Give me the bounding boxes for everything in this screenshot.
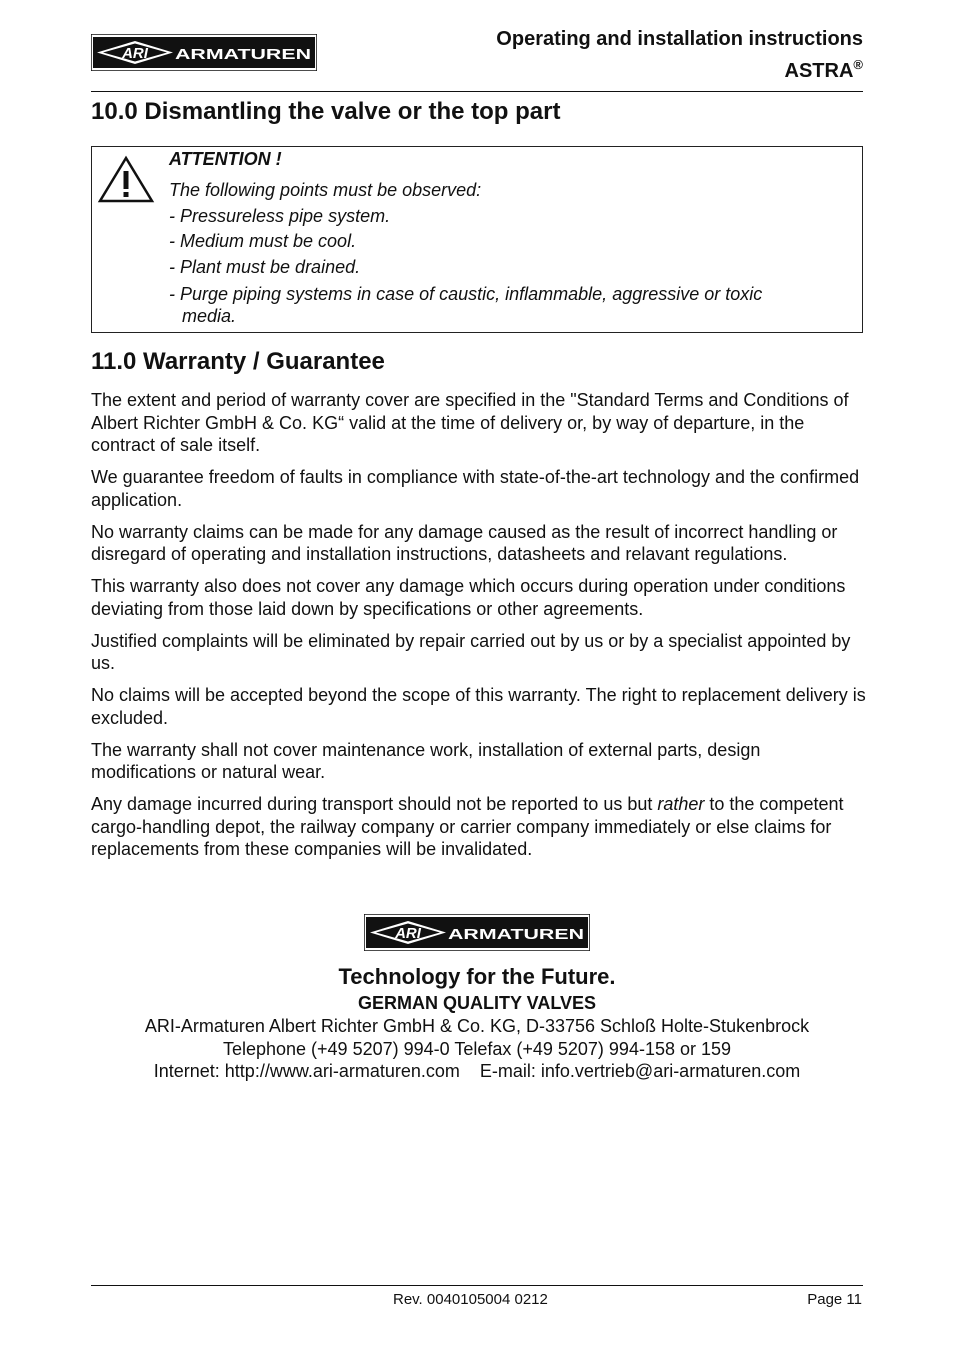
footer-rule: [91, 1285, 863, 1286]
attention-box: [91, 146, 863, 333]
svg-text:ARMATUREN: ARMATUREN: [448, 926, 584, 943]
attention-item: - Pressureless pipe system.: [169, 206, 391, 226]
warranty-paragraph: The warranty shall not cover maintenance work, installation of external parts, design modifications or natural wear.: [91, 739, 761, 782]
attention-intro: The following points must be observed:: [169, 180, 482, 200]
transport-text-italic: rather: [657, 794, 705, 814]
transport-text-end: to the competent cargo-handling depot, the railway company or carrier company immediately or else claims for replacements from these companies will be invalidated.: [91, 794, 844, 859]
svg-text:ARMATUREN: ARMATUREN: [175, 46, 311, 63]
attention-item: - Medium must be cool.: [169, 231, 357, 251]
registered-mark: ®: [853, 57, 863, 72]
warranty-paragraph-transport: [91, 793, 866, 861]
transport-text-start: Any damage incurred during transport should not be reported to us but: [91, 794, 658, 814]
warranty-paragraph: The extent and period of warranty cover are specified in the "Standard Terms and Conditions of Albert Richter GmbH & Co. KG“ valid at the time of delivery or, by way of departure, in the contract of sale itself.: [91, 390, 849, 455]
quality-slogan: GERMAN QUALITY VALVES: [357, 993, 597, 1013]
svg-text:ARI: ARI: [395, 925, 421, 942]
attention-item: - Plant must be drained.: [169, 257, 361, 277]
document-title: [496, 27, 863, 84]
warranty-paragraph: We guarantee freedom of faults in compliance with state-of-the-art technology and the confirmed application.: [91, 467, 860, 510]
header-rule: [91, 91, 863, 92]
warranty-paragraph: Justified complaints will be eliminated by repair carried out by us or by a specialist appointed by us.: [91, 630, 851, 673]
ari-armaturen-logo: [364, 914, 590, 951]
warranty-paragraph: No claims will be accepted beyond the scope of this warranty. The right to replacement delivery is excluded.: [91, 685, 866, 728]
attention-item-purge: [169, 283, 839, 327]
attention-item-line: media.: [182, 306, 237, 326]
warranty-paragraph: This warranty also does not cover any damage which occurs during operation under conditions deviating from those laid down by specifications or other agreements.: [91, 576, 846, 619]
attention-title: ATTENTION !: [169, 149, 282, 169]
tagline: Technology for the Future.: [338, 964, 616, 989]
section-heading-dismantling: 10.0 Dismantling the valve or the top part: [91, 98, 561, 125]
document-title-line2: [496, 52, 863, 84]
company-phone: Telephone (+49 5207) 994-0 Telefax (+49 5207) 994-158 or 159: [222, 1038, 732, 1059]
ari-armaturen-logo: [91, 34, 317, 71]
product-name: ASTRA: [784, 60, 854, 82]
section-heading-warranty: 11.0 Warranty / Guarantee: [91, 348, 385, 375]
company-contact: [0, 1015, 954, 1083]
warranty-text: [91, 389, 866, 870]
company-address: ARI-Armaturen Albert Richter GmbH & Co. KG, D-33756 Schloß Holte-Stukenbrock: [144, 1016, 810, 1036]
company-web-email: Internet: http://www.ari-armaturen.com E-mail: info.vertrieb@ari-armaturen.com: [153, 1061, 801, 1081]
page-number: Page 11: [807, 1291, 862, 1308]
warning-triangle-icon: [97, 155, 155, 205]
document-title-line1: Operating and installation instructions: [496, 28, 863, 50]
svg-text:ARI: ARI: [122, 45, 148, 62]
attention-item-line: - Purge piping systems in case of caustic, inflammable, aggressive or toxic: [169, 284, 763, 304]
revision-number: Rev. 0040105004 0212: [393, 1291, 548, 1308]
warranty-paragraph: No warranty claims can be made for any damage caused as the result of incorrect handling or disregard of operating and installation instructions, datasheets and relavant regulations.: [91, 521, 838, 564]
